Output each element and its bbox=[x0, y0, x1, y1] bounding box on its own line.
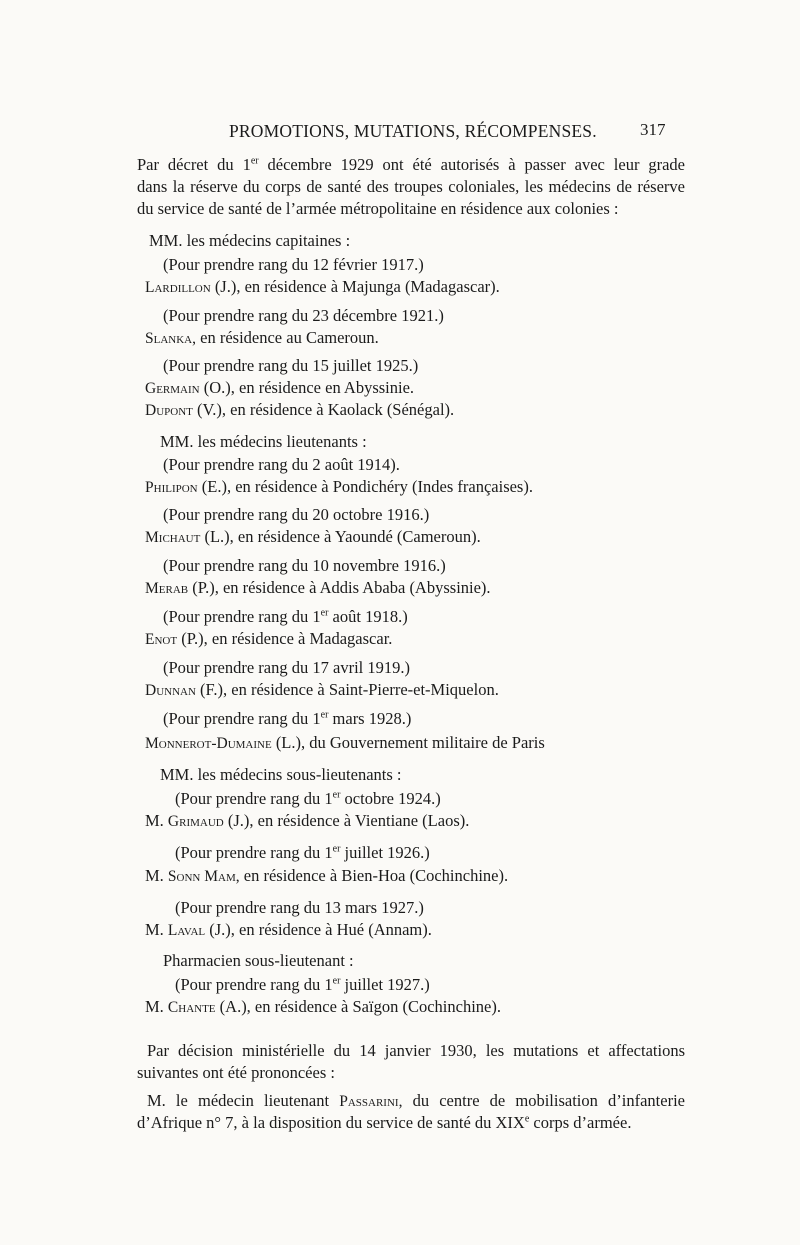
rank-date: (Pour prendre rang du 17 avril 1919.) bbox=[163, 658, 410, 677]
person-entry: Merab (P.), en résidence à Addis Ababa (Abyssinie). bbox=[145, 578, 491, 597]
rank-date: (Pour prendre rang du 1er octobre 1924.) bbox=[175, 789, 441, 808]
decision-line-1: Par décision ministérielle du 14 janvier 1930, les mutations et affectations bbox=[147, 1041, 685, 1060]
rank-date: (Pour prendre rang du 20 octobre 1916.) bbox=[163, 505, 430, 524]
intro-line-1: Par décret du 1er décembre 1929 ont été autorisés à passer avec leur grade bbox=[137, 155, 686, 174]
rank-date: (Pour prendre rang du 12 février 1917.) bbox=[163, 255, 424, 274]
rank-date: (Pour prendre rang du 1er août 1918.) bbox=[163, 607, 408, 626]
person-entry: M. Sonn Mam, en résidence à Bien-Hoa (Cochinchine). bbox=[145, 866, 509, 885]
decision-line-4: d’Afrique n° 7, à la disposition du service de santé du XIXe corps d’armée. bbox=[137, 1113, 632, 1132]
rank-date: (Pour prendre rang du 1er juillet 1926.) bbox=[175, 843, 430, 862]
section-heading-pharmacien: Pharmacien sous-lieutenant : bbox=[163, 951, 354, 970]
rank-date: (Pour prendre rang du 1er mars 1928.) bbox=[163, 709, 412, 728]
person-entry: Dunnan (F.), en résidence à Saint-Pierre-et-Miquelon. bbox=[145, 680, 499, 699]
decision-line-2: suivantes ont été prononcées : bbox=[137, 1063, 335, 1082]
person-entry: Lardillon (J.), en résidence à Majunga (Madagascar). bbox=[145, 277, 500, 296]
rank-date: (Pour prendre rang du 23 décembre 1921.) bbox=[163, 306, 444, 325]
person-entry: M. Chante (A.), en résidence à Saïgon (Cochinchine). bbox=[145, 997, 501, 1016]
person-entry: M. Grimaud (J.), en résidence à Vientiane (Laos). bbox=[145, 811, 470, 830]
rank-date: (Pour prendre rang du 15 juillet 1925.) bbox=[163, 356, 419, 375]
person-entry: Michaut (L.), en résidence à Yaoundé (Cameroun). bbox=[145, 527, 481, 546]
decision-line-3: M. le médecin lieutenant Passarini, du centre de mobilisation d’infanterie bbox=[147, 1091, 685, 1110]
person-entry: M. Laval (J.), en résidence à Hué (Annam). bbox=[145, 920, 432, 939]
section-heading-lieutenants: MM. les médecins lieutenants : bbox=[160, 432, 367, 451]
person-entry: Slanka, en résidence au Cameroun. bbox=[145, 328, 379, 347]
person-entry: Germain (O.), en résidence en Abyssinie. bbox=[145, 378, 415, 397]
section-heading-sous-lieutenants: MM. les médecins sous-lieutenants : bbox=[160, 765, 402, 784]
running-header: PROMOTIONS, MUTATIONS, RÉCOMPENSES. bbox=[229, 121, 597, 141]
page-number: 317 bbox=[640, 120, 666, 139]
rank-date: (Pour prendre rang du 2 août 1914). bbox=[163, 455, 400, 474]
person-entry: Philipon (E.), en résidence à Pondichéry (Indes françaises). bbox=[145, 477, 533, 496]
intro-line-2: dans la réserve du corps de santé des troupes coloniales, les médecins de réserve bbox=[137, 177, 685, 196]
rank-date: (Pour prendre rang du 13 mars 1927.) bbox=[175, 898, 424, 917]
person-entry: Monnerot-Dumaine (L.), du Gouvernement militaire de Paris bbox=[145, 733, 545, 752]
intro-line-3: du service de santé de l’armée métropolitaine en résidence aux colonies : bbox=[137, 199, 619, 218]
rank-date: (Pour prendre rang du 1er juillet 1927.) bbox=[175, 975, 430, 994]
section-heading-capitaines: MM. les médecins capitaines : bbox=[149, 231, 351, 250]
rank-date: (Pour prendre rang du 10 novembre 1916.) bbox=[163, 556, 446, 575]
person-entry: Dupont (V.), en résidence à Kaolack (Sénégal). bbox=[145, 400, 455, 419]
person-entry: Enot (P.), en résidence à Madagascar. bbox=[145, 629, 393, 648]
